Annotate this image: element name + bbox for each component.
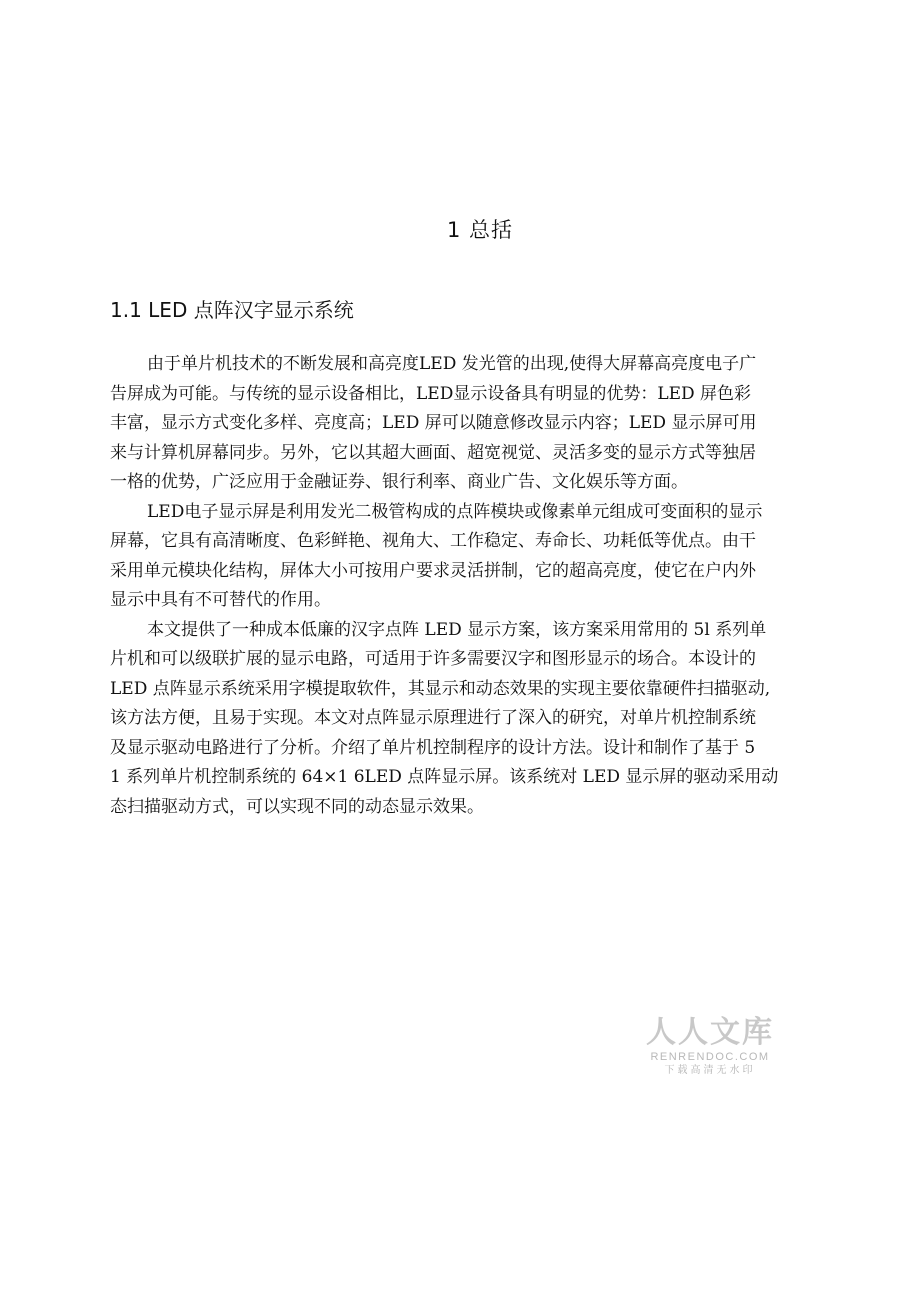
paragraph-1-line: 由于单片机技术的不断发展和高亮度LED 发光管的出现,使得大屏幕高亮度电子广 <box>147 354 757 374</box>
paragraph-2-line: 屏幕，它具有高清晰度、色彩鲜艳、视角大、工作稳定、寿命长、功耗低等优点。由干 <box>110 531 756 551</box>
paragraph-3-line: 片机和可以级联扩展的显示电路，可适用于许多需要汉字和图形显示的场合。本设计的 <box>110 649 756 669</box>
watermark-url: RENRENDOC.COM <box>650 1051 770 1063</box>
paragraph-2-line: 显示中具有不可替代的作用。 <box>110 590 331 610</box>
paragraph-2-line: LED电子显示屏是利用发光二极管构成的点阵模块或像素单元组成可变面积的显示 <box>147 501 763 522</box>
paragraph-1-line: 来与计算机屏幕同步。另外，它以其超大画面、超宽视觉、灵活多变的显示方式等独居 <box>110 442 756 463</box>
paragraph-3-line: 本文提供了一种成本低廉的汉字点阵 LED 显示方案，该方案采用常用的 5l 系列单 <box>147 619 767 640</box>
watermark-subtitle: 下载高清无水印 <box>664 1065 756 1076</box>
paragraph-1-line: 一格的优势，广泛应用于金融证券、银行利率、商业广告、文化娱乐等方面。 <box>110 472 688 492</box>
watermark-logo <box>645 1016 775 1078</box>
paragraph-3-line: 1 系列单片机控制系统的 64×1 6LED 点阵显示屏。该系统对 LED 显示屏的驱动采用动 <box>110 767 779 787</box>
paragraph-2-line: 采用单元模块化结构，屏体大小可按用户要求灵活拼制，它的超高亮度，使它在户内外 <box>110 560 756 581</box>
watermark-title: 人人文库 <box>646 1015 774 1050</box>
paragraph-3-line: 态扫描驱动方式，可以实现不同的动态显示效果。 <box>110 796 484 817</box>
paragraph-1-line: 告屏成为可能。与传统的显示设备相比，LED显示设备具有明显的优势：LED 屏色彩 <box>110 383 752 404</box>
paragraph-3-line: LED 点阵显示系统采用字模提取软件，其显示和动态效果的实现主要依靠硬件扫描驱动, <box>110 678 771 699</box>
body-text <box>110 350 820 822</box>
section-title: 1.1 LED 点阵汉字显示系统 <box>110 298 354 322</box>
paragraph-1-line: 丰富，显示方式变化多样、亮度高；LED 屏可以随意修改显示内容；LED 显示屏可用 <box>110 413 757 433</box>
chapter-title: 1 总括 <box>446 218 514 242</box>
paragraph-3-line: 该方法方便，且易于实现。本文对点阵显示原理进行了深入的研究，对单片机控制系统 <box>110 708 756 728</box>
paragraph-3-line: 及显示驱动电路进行了分析。介绍了单片机控制程序的设计方法。设计和制作了基于 5 <box>110 737 756 758</box>
